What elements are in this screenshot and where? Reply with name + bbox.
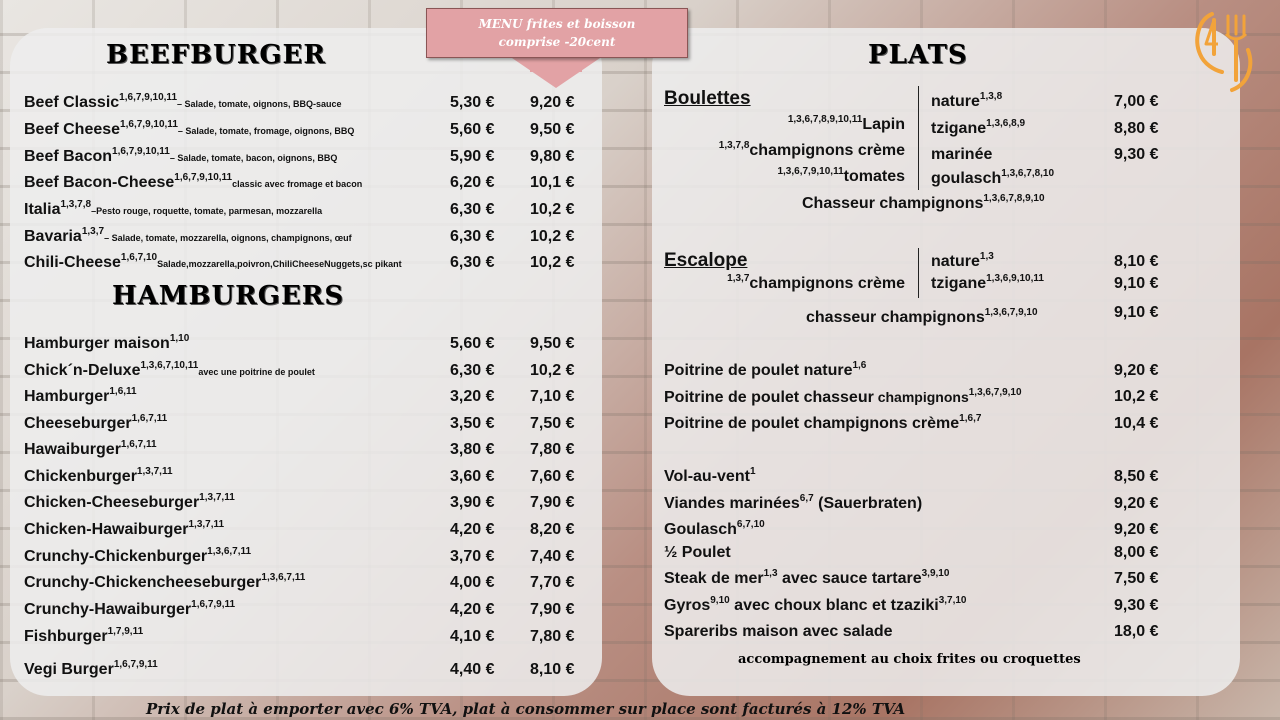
hamburger-item [24,520,224,540]
escalope-chasseur-price: 9,10 € [1114,304,1159,321]
item-name: Steak de mer [664,570,764,587]
allergen-codes: 1,3,7,11 [136,466,173,477]
item-name: Viandes marinées [664,495,800,512]
item-name: Goulasch [664,521,737,538]
item-description: Salade,mozzarella,poivron,ChiliCheeseNuggets,sc pikant [157,259,402,269]
hamburger-item [24,493,235,513]
callout-arrow [512,58,600,88]
beefburger-price-single: 5,60 € [450,121,495,138]
item-name: Vegi Burger [24,661,114,678]
hamburger-price-single: 4,20 € [450,601,495,618]
variant-name: tzigane [931,120,987,137]
allergen-codes: 3,7,10 [938,595,967,606]
hamburger-price-single: 4,20 € [450,521,495,538]
sauce-name: Lapin [862,116,905,133]
hamburger-item [24,660,158,680]
item-name: Beef Bacon [24,148,113,165]
hamburger-item [24,627,143,647]
beefburger-item [24,93,342,114]
item-detail: (Sauerbraten) [813,495,923,512]
variant-price: 9,10 € [1114,275,1159,292]
plat-item [664,494,922,514]
allergen-codes: 1,6,7,9,10,11 [119,92,178,103]
allergen-codes: 1,7,9,11 [107,626,144,637]
poulet-item [664,361,866,381]
item-description: – Salade, tomate, oignons, BBQ-sauce [177,99,342,109]
allergen-codes: 1,3,7,11 [199,492,235,503]
hamburger-price-menu: 8,20 € [530,521,575,538]
boulettes-chasseur: Chasseur champignons$^{1,3,6,7,8,9,10}$ [802,193,1045,212]
item-name: Crunchy-Hawaiburger [24,601,192,618]
beefburger-price-menu: 9,80 € [530,148,575,165]
plats-title: PLATS [868,40,968,70]
allergen-codes: 1,3,7,11 [188,519,225,530]
allergen-codes: 3,9,10 [921,568,950,579]
sauce-item [777,167,905,187]
variant-name: marinée [931,146,993,163]
variant-price: 8,10 € [1114,253,1159,270]
plat-item [664,467,756,487]
item-name: Spareribs maison avec salade [664,623,893,640]
boulettes-heading: Boulettes [664,88,751,109]
hamburger-price-menu: 7,70 € [530,574,575,591]
variant-name: tzigane [931,275,987,292]
hamburger-item [24,334,189,354]
variant-name: nature [931,93,980,110]
allergen-codes: 9,10 [710,595,730,606]
plat-item [664,596,967,616]
item-description: – Salade, tomate, fromage, oignons, BBQ [177,126,355,136]
item-name: ½ Poulet [664,544,731,561]
beefburger-item [24,120,354,141]
hamburger-price-single: 3,60 € [450,468,495,485]
item-name: Hamburger maison [24,335,170,352]
item-name: Chicken-Cheeseburger [24,494,200,511]
hamburger-price-single: 4,00 € [450,574,495,591]
allergen-codes: 1,6,7,9,10,11 [174,172,233,183]
allergen-codes: 1,3,6,7,9,10 [968,387,1022,398]
plat-item [664,622,893,642]
allergen-codes: 6,7,10 [736,519,765,530]
hamburgers-title: HAMBURGERS [112,281,345,311]
beefburger-price-menu: 9,50 € [530,121,575,138]
allergen-codes: 6,7 [799,493,814,504]
callout-line1: MENU frites et boisson [478,17,636,31]
item-name: Crunchy-Chickencheeseburger [24,574,262,591]
item-description: avec une poitrine de poulet [198,367,315,377]
item-name: Poitrine de poulet champignons crème [664,415,960,432]
poulet-price: 9,20 € [1114,362,1159,379]
hamburger-price-single: 4,10 € [450,628,495,645]
allergen-codes: 1,3,7,8 [60,199,92,210]
variant-item [931,252,994,272]
hamburger-price-menu: 9,50 € [530,335,575,352]
allergen-codes: 1,3,6,9,10,11 [986,273,1044,284]
plat-price: 8,50 € [1114,468,1159,485]
hamburger-item [24,573,305,593]
hamburger-price-single: 4,40 € [450,661,495,678]
item-name: Poitrine de poulet chasseur [664,389,874,406]
item-name: Hawaiburger [24,441,121,458]
beefburger-price-single: 6,30 € [450,254,495,271]
escalope-chasseur: chasseur champignons$^{1,3,6,7,9,10}$ [806,307,1038,326]
poulet-price: 10,2 € [1114,388,1159,405]
hamburger-price-single: 3,90 € [450,494,495,511]
hamburger-price-menu: 7,60 € [530,468,575,485]
callout-line2: comprise -20cent [498,35,616,49]
beefburger-item [24,227,352,248]
poulet-item [664,387,1022,408]
item-name: Beef Cheese [24,121,121,138]
hamburger-price-menu: 7,90 € [530,601,575,618]
item-description: –Pesto rouge, roquette, tomate, parmesan, mozzarella [91,206,323,216]
hamburger-price-menu: 10,2 € [530,362,575,379]
item-name: Fishburger [24,628,108,645]
allergen-codes: 1,6 [852,360,867,371]
item-name: Chili-Cheese [24,254,121,271]
variant-name: nature [931,253,980,270]
hamburger-price-single: 5,60 € [450,335,495,352]
beefburger-item [24,147,337,168]
boulettes-divider [918,86,919,190]
allergen-codes: 1,3 [979,251,994,262]
hamburger-price-menu: 7,40 € [530,548,575,565]
beefburger-price-single: 5,90 € [450,148,495,165]
item-name: Beef Bacon-Cheese [24,174,175,191]
beefburger-price-menu: 10,2 € [530,201,575,218]
item-name: Bavaria [24,228,82,245]
hamburger-item [24,440,157,460]
item-name: Cheeseburger [24,415,132,432]
beefburger-price-menu: 10,1 € [530,174,575,191]
allergen-codes: 1,3,6,7,10,11 [140,360,199,371]
hamburger-price-single: 3,80 € [450,441,495,458]
poulet-item [664,414,981,434]
hamburger-item [24,467,173,487]
allergen-codes: 1,6,7,9,11 [113,659,158,670]
beefburger-title: BEEFBURGER [106,40,326,70]
plat-price: 9,20 € [1114,495,1159,512]
variant-item [931,145,992,165]
allergen-codes: 1,3,7 [727,273,750,284]
beefburger-item [24,173,362,194]
item-detail: avec sauce tartare [777,570,922,587]
item-description: classic avec fromage et bacon [232,179,363,189]
hamburger-price-menu: 7,90 € [530,494,575,511]
beefburger-price-single: 6,30 € [450,201,495,218]
variant-price: 9,30 € [1114,146,1159,163]
allergen-codes: 1,3,7 [81,226,105,237]
allergen-codes: 1,6,7,9,11 [191,599,236,610]
item-qualifier: champignons [873,389,969,405]
sauce-name: tomates [843,168,905,185]
allergen-codes: 1,6,7,10 [120,252,158,263]
cutlery-icon [1192,10,1258,94]
escalope-heading: Escalope [664,250,748,271]
allergen-codes: 1,6,7 [959,413,982,424]
item-name: Chicken-Hawaiburger [24,521,189,538]
plat-item [664,569,949,589]
item-name: Beef Classic [24,94,120,111]
variant-item [931,92,1002,112]
hamburger-price-single: 6,30 € [450,362,495,379]
allergen-codes: 1,6,11 [109,386,137,397]
menu-callout [426,8,688,58]
allergen-codes: 1,3,8 [979,91,1003,102]
sauce-item [727,274,905,294]
beefburger-price-menu: 10,2 € [530,254,575,271]
item-name: Italia [24,201,61,218]
hamburger-item [24,414,167,434]
item-name: Gyros [664,597,711,614]
accompaniment-note: accompagnement au choix frites ou croquettes [738,652,1081,667]
item-name: Poitrine de poulet nature [664,362,853,379]
item-name: Vol-au-vent [664,468,750,485]
item-description: – Salade, tomate, mozzarella, oignons, champignons, œuf [104,233,352,243]
sauce-item [788,115,905,135]
allergen-codes: 1,3,6,7,8,9,10,11 [787,114,863,125]
beefburger-price-menu: 10,2 € [530,228,575,245]
hamburger-price-single: 3,70 € [450,548,495,565]
plat-item [664,543,731,563]
item-name: Chick´n-Deluxe [24,362,141,379]
item-detail: avec choux blanc et tzaziki [729,597,939,614]
vat-footer-note: Prix de plat à emporter avec 6% TVA, plat à consommer sur place sont facturés à 12% TVA [146,700,906,718]
plat-price: 9,30 € [1114,597,1159,614]
beefburger-price-single: 6,20 € [450,174,495,191]
beefburger-price-single: 5,30 € [450,94,495,111]
hamburger-price-menu: 7,80 € [530,441,575,458]
sauce-name: champignons crème [749,275,905,292]
plat-price: 7,50 € [1114,570,1159,587]
poulet-price: 10,4 € [1114,415,1159,432]
sauce-name: champignons crème [749,142,905,159]
variant-price: 8,80 € [1114,120,1159,137]
plat-price: 8,00 € [1114,544,1159,561]
hamburger-item [24,387,137,407]
item-name: Chickenburger [24,468,137,485]
beefburger-item [24,200,322,221]
allergen-codes: 1,3 [763,568,778,579]
hamburger-price-menu: 7,50 € [530,415,575,432]
allergen-codes: 1,3,6,7,11 [261,572,306,583]
hamburger-price-menu: 7,80 € [530,628,575,645]
hamburger-price-menu: 8,10 € [530,661,575,678]
plat-item [664,520,765,540]
variant-item [931,119,1025,139]
hamburger-price-menu: 7,10 € [530,388,575,405]
escalope-divider [918,248,919,298]
plat-price: 18,0 € [1114,623,1159,640]
item-name: Crunchy-Chickenburger [24,548,208,565]
variant-item [931,274,1044,294]
allergen-codes: 1,6,7,9,10,11 [112,146,170,157]
allergen-codes: 1,3,6,8,9 [986,118,1026,129]
hamburger-item [24,547,251,567]
sauce-item [719,141,905,161]
item-name: Hamburger [24,388,110,405]
variant-item [931,169,1054,189]
hamburger-price-single: 3,50 € [450,415,495,432]
allergen-codes: 1,6,7,9,10,11 [120,119,178,130]
allergen-codes: 1,6,7,11 [120,439,157,450]
plat-price: 9,20 € [1114,521,1159,538]
beefburger-price-single: 6,30 € [450,228,495,245]
hamburger-price-single: 3,20 € [450,388,495,405]
allergen-codes: 1,3,6,7,8,10 [1001,168,1055,179]
hamburger-item [24,600,235,620]
beefburger-item [24,253,402,274]
beefburger-price-menu: 9,20 € [530,94,575,111]
allergen-codes: 1,3,6,7,9,10,11 [777,166,844,177]
hamburger-item [24,361,315,382]
allergen-codes: 1,3,7,8 [718,140,750,151]
allergen-codes: 1,10 [169,333,190,344]
variant-price: 7,00 € [1114,93,1159,110]
allergen-codes: 1,6,7,11 [131,413,168,424]
allergen-codes: 1,3,6,7,11 [207,546,252,557]
allergen-codes: 1 [749,466,756,477]
item-description: – Salade, tomate, bacon, oignons, BBQ [169,153,338,163]
variant-name: goulasch [931,170,1002,187]
